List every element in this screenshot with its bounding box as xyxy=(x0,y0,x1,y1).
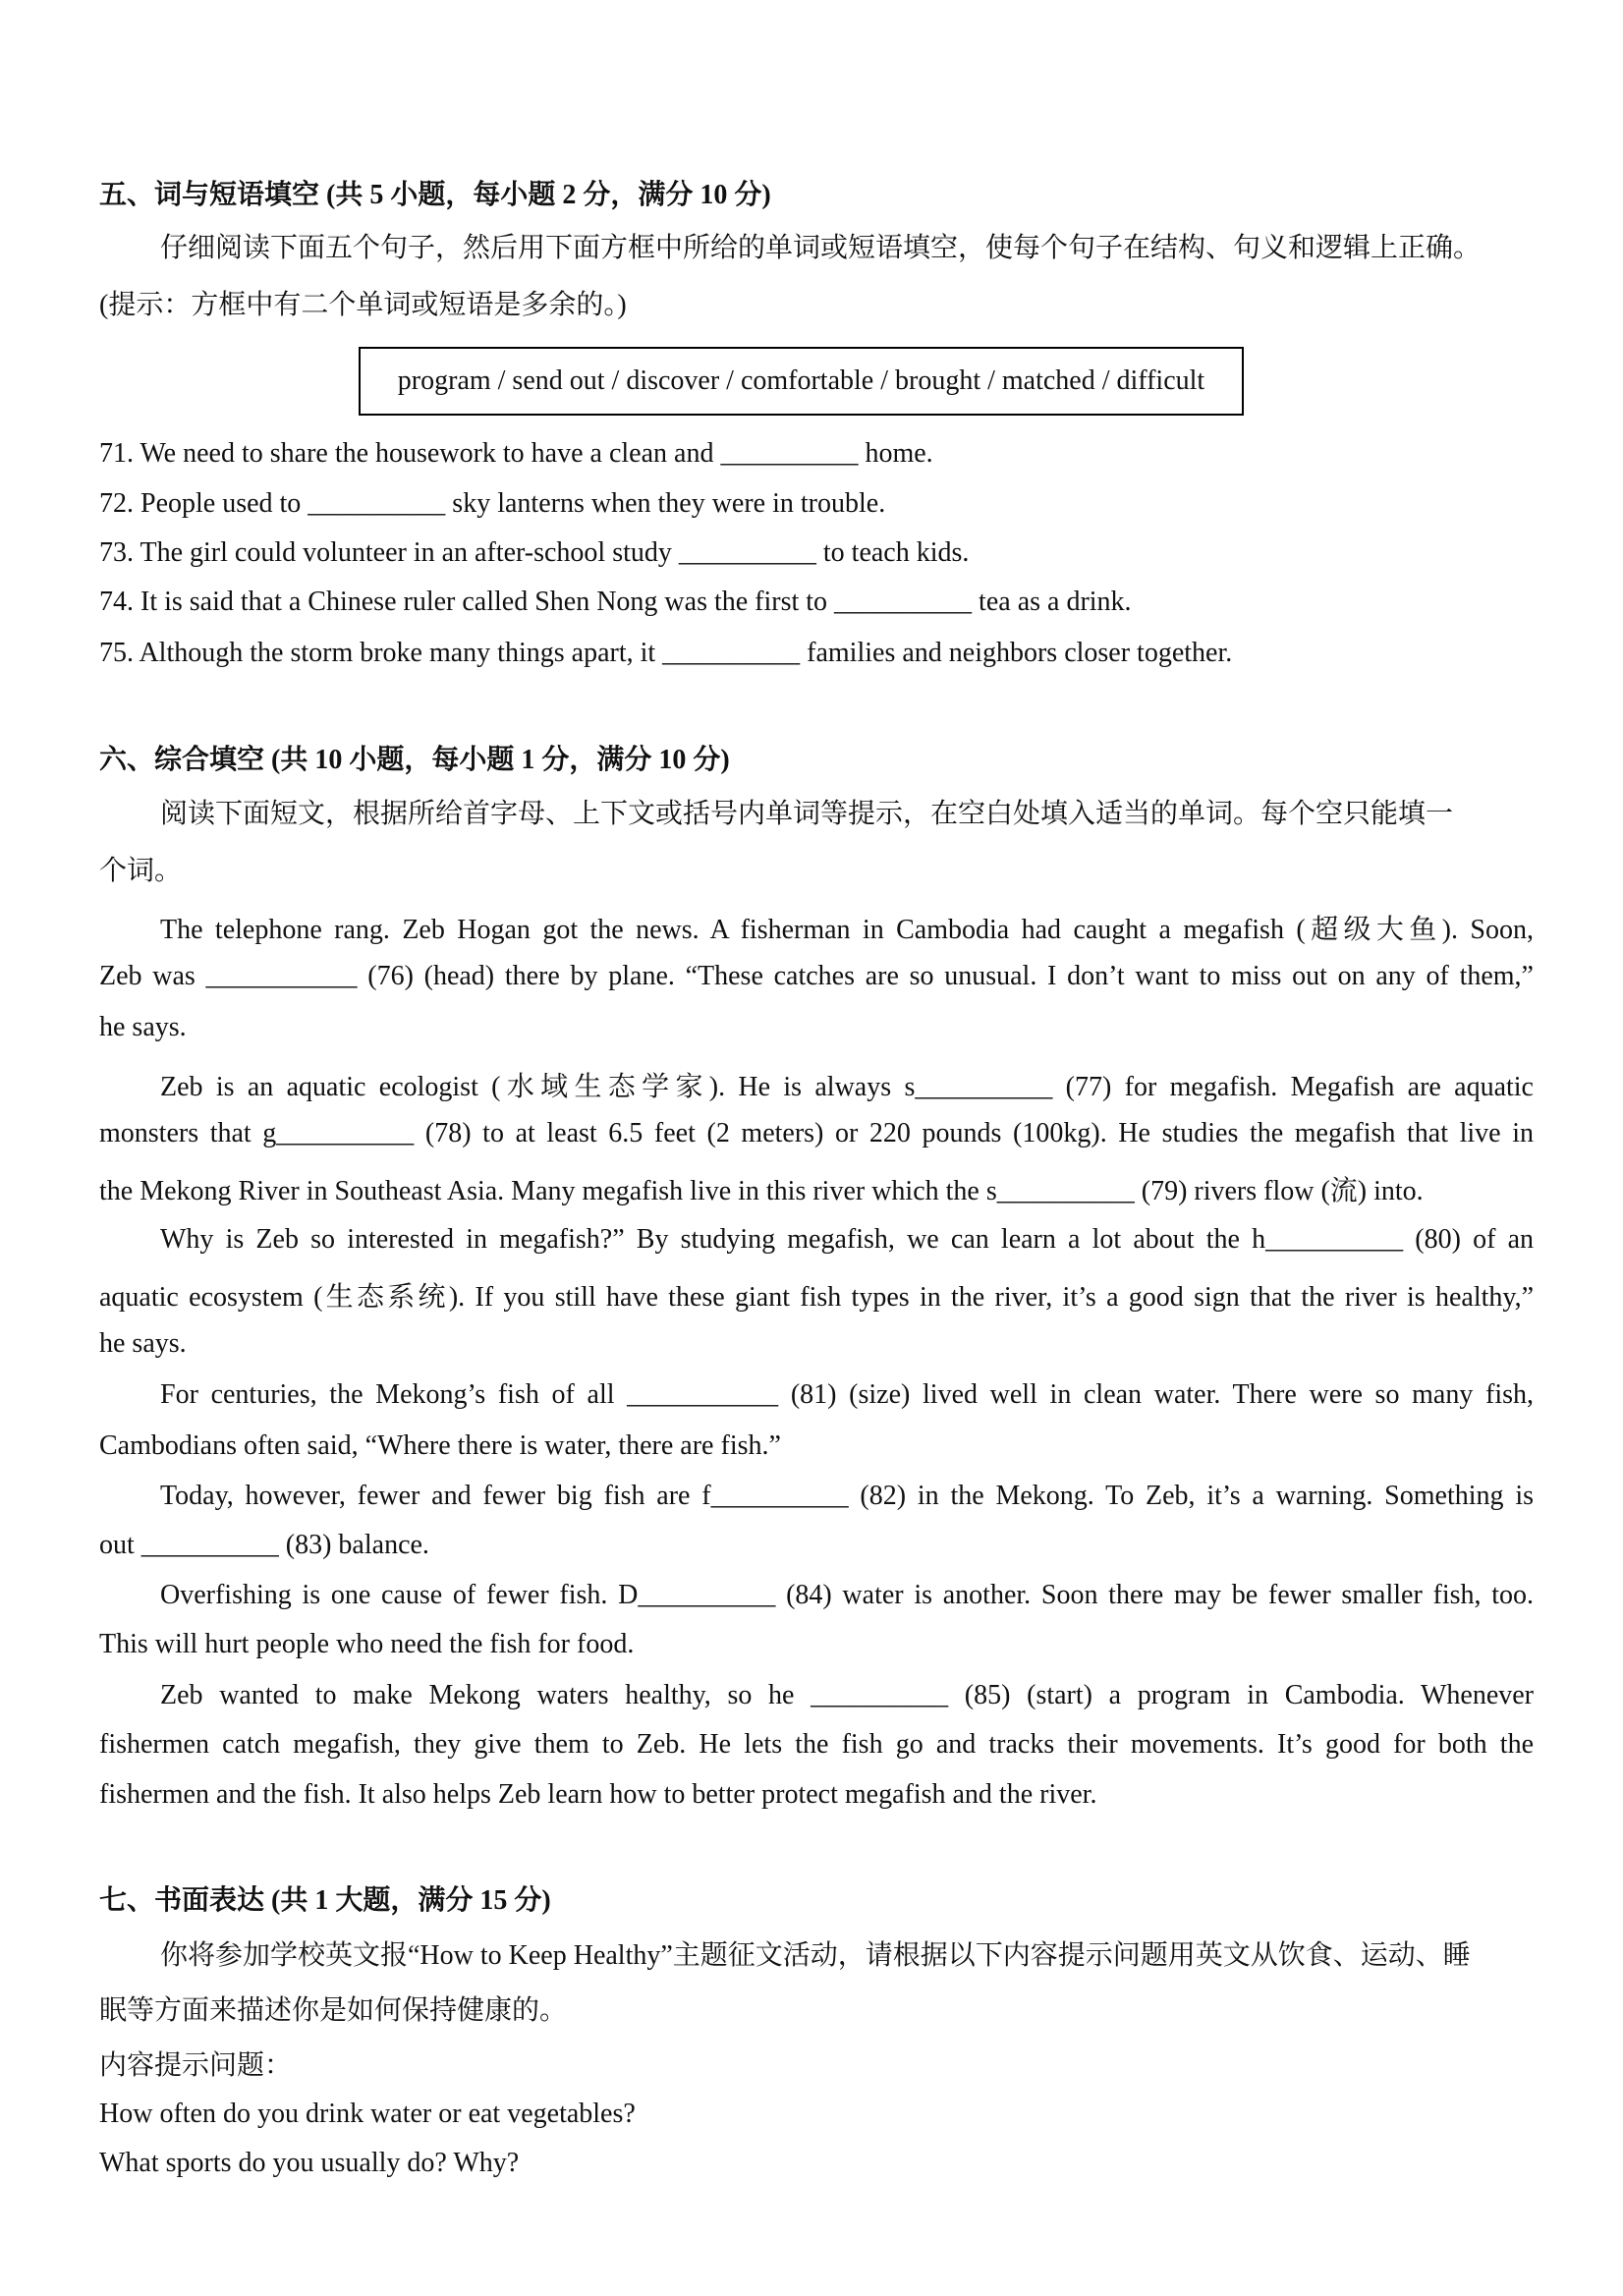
passage-line: Why is Zeb so interested in megafish?” By studying megafish, we can learn a lot about the h__________ (80) of an xyxy=(160,1224,1534,1255)
passage-line: Zeb wanted to make Mekong waters healthy, so he __________ (85) (start) a program in Cambodia. Whenever xyxy=(160,1680,1534,1710)
passage-line: The telephone rang. Zeb Hogan got the news. A fisherman in Cambodia had caught a megafish (超级大鱼). Soon, xyxy=(160,915,1534,945)
section6-heading: 六、综合填空 (共 10 小题，每小题 1 分，满分 10 分) xyxy=(99,745,730,775)
passage-line: out __________ (83) balance. xyxy=(99,1530,429,1560)
passage-line: he says. xyxy=(99,1012,187,1042)
passage-line: Zeb is an aquatic ecologist (水域生态学家). He is always s__________ (77) for megafish. Megafish are aquatic xyxy=(160,1072,1534,1102)
prompt-question: How often do you drink water or eat vegetables? xyxy=(99,2099,636,2129)
section5-heading: 五、词与短语填空 (共 5 小题，每小题 2 分，满分 10 分) xyxy=(99,180,771,210)
question-74: 74. It is said that a Chinese ruler called Shen Nong was the first to __________ tea as a drink. xyxy=(99,587,1132,617)
passage-line: he says. xyxy=(99,1328,187,1359)
passage-line: For centuries, the Mekong’s fish of all ___________ (81) (size) lived well in clean water. There were so many fish, xyxy=(160,1379,1534,1410)
passage-line: aquatic ecosystem (生态系统). If you still have these giant fish types in the river, it’s a good sign that the river is healthy,” xyxy=(99,1282,1534,1313)
question-72: 72. People used to __________ sky lanterns when they were in trouble. xyxy=(99,488,886,519)
word-box xyxy=(359,347,1244,416)
section6-instruction-1: 阅读下面短文，根据所给首字母、上下文或括号内单词等提示，在空白处填入适当的单词。每个空只能填一 xyxy=(160,799,1454,829)
passage-line: Cambodians often said, “Where there is water, there are fish.” xyxy=(99,1430,781,1461)
question-73: 73. The girl could volunteer in an after-school study __________ to teach kids. xyxy=(99,537,970,568)
section6-instruction-2: 个词。 xyxy=(99,856,183,886)
section5-instruction-1: 仔细阅读下面五个句子，然后用下面方框中所给的单词或短语填空，使每个句子在结构、句义和逻辑上正确。 xyxy=(160,233,1482,263)
passage-line: fishermen catch megafish, they give them to Zeb. He lets the fish go and tracks their movements. It’s good for both the xyxy=(99,1729,1534,1760)
section7-instruction-2: 眠等方面来描述你是如何保持健康的。 xyxy=(99,1995,568,2026)
prompt-label: 内容提示问题： xyxy=(99,2050,293,2081)
passage-line: Today, however, fewer and fewer big fish are f__________ (82) in the Mekong. To Zeb, it’s a warning. Something is xyxy=(160,1481,1534,1511)
passage-line: This will hurt people who need the fish for food. xyxy=(99,1629,635,1659)
passage-line: Zeb was ___________ (76) (head) there by plane. “These catches are so unusual. I don’t want to miss out on any of them,” xyxy=(99,961,1534,991)
word-box-text: program / send out / discover / comfortable / brought / matched / difficult xyxy=(397,365,1205,396)
section7-instruction-1: 你将参加学校英文报“How to Keep Healthy”主题征文活动，请根据以下内容提示问题用英文从饮食、运动、睡 xyxy=(160,1940,1471,1971)
section7-heading: 七、书面表达 (共 1 大题，满分 15 分) xyxy=(99,1885,551,1916)
passage-line: Overfishing is one cause of fewer fish. D__________ (84) water is another. Soon there may be fewer smaller fish, too. xyxy=(160,1580,1534,1610)
question-71: 71. We need to share the housework to have a clean and __________ home. xyxy=(99,438,933,469)
prompt-question: What sports do you usually do? Why? xyxy=(99,2148,520,2178)
question-75: 75. Although the storm broke many things apart, it __________ families and neighbors closer together. xyxy=(99,638,1233,668)
passage-line: fishermen and the fish. It also helps Zeb learn how to better protect megafish and the river. xyxy=(99,1779,1097,1810)
passage-line: the Mekong River in Southeast Asia. Many megafish live in this river which the s__________ (79) rivers flow (流) into. xyxy=(99,1176,1424,1206)
section5-instruction-2: (提示：方框中有二个单词或短语是多余的。) xyxy=(99,290,627,320)
passage-line: monsters that g__________ (78) to at least 6.5 feet (2 meters) or 220 pounds (100kg). He studies the megafish that live in xyxy=(99,1118,1534,1148)
